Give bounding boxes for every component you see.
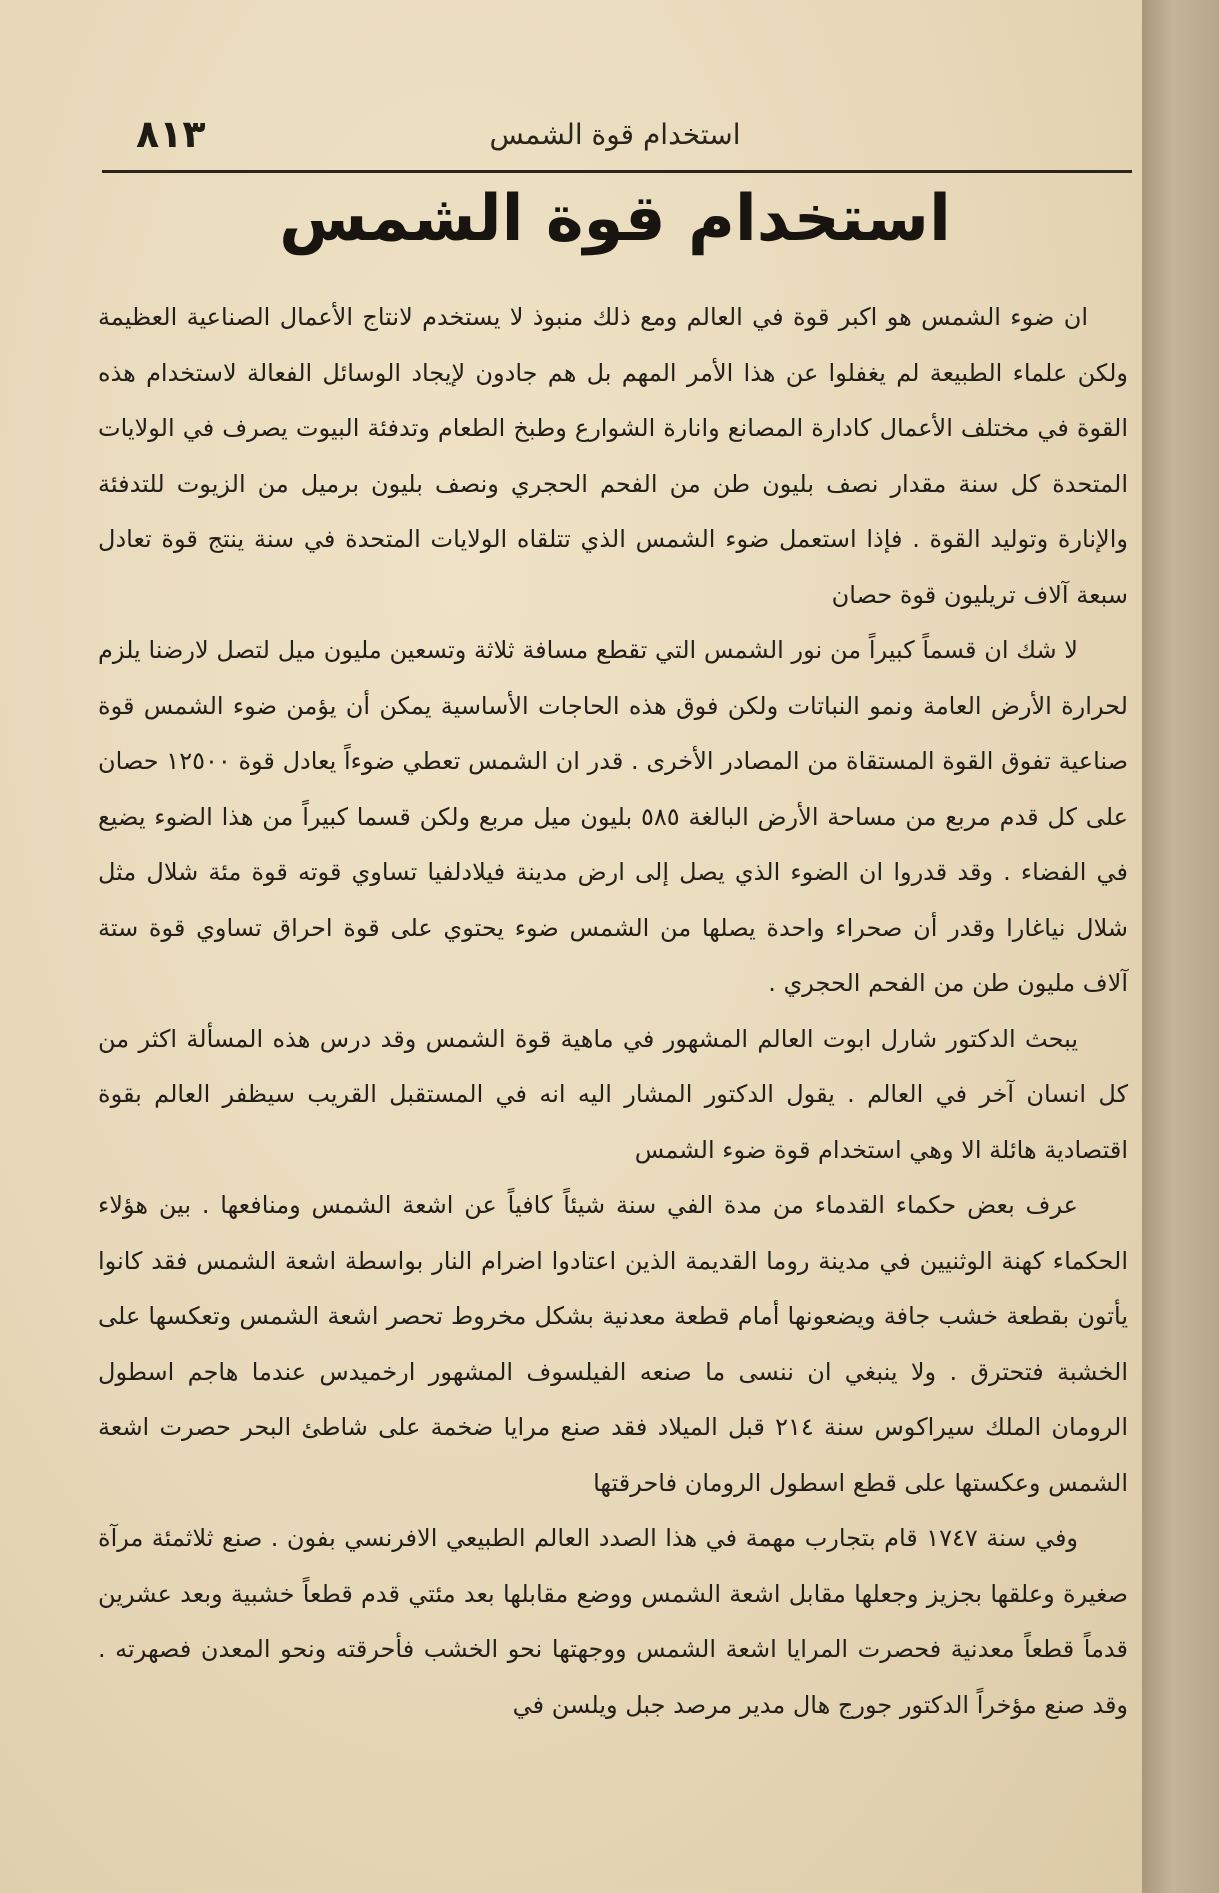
paragraph-2: لا شك ان قسماً كبيراً من نور الشمس التي تقطع مسافة ثلاثة وتسعين مليون ميل لتصل لارضنا يلزم لحرارة الأرض العامة ونمو النباتات ولكن فوق هذه الحاجات الأساسية يمكن أن يؤمن ضوء الشمس قوة صناعية تفوق القوة المستقاة من المصادر الأخرى . قدر ان الشمس تعطي ضوءاً يعادل قوة ١٢٥٠٠ حصان على كل قدم مربع من مساحة الأرض البالغة ٥٨٥ بليون ميل مربع ولكن قسما كبيراً من هذا الضوء يضيع في الفضاء . وقد قدروا ان الضوء الذي يصل إلى ارض مدينة فيلادلفيا تساوي قوته قوة مئة شلال مثل شلال نياغارا وقدر أن صحراء واحدة يصلها من الشمس ضوء يحتوي على قوة احراق تساوي قوة ستة آلاف مليون طن من الفحم الحجري . (98, 636, 1128, 997)
page-edge (1142, 0, 1219, 1893)
article-body (98, 290, 1128, 1733)
running-head (100, 108, 1130, 168)
paragraph-3: يبحث الدكتور شارل ابوت العالم المشهور في ماهية قوة الشمس وقد درس هذه المسألة اكثر من كل انسان آخر في العالم . يقول الدكتور المشار اليه انه في المستقبل القريب سيظفر العالم بقوة اقتصادية هائلة الا وهي استخدام قوة ضوء الشمس (98, 1024, 1128, 1164)
paragraph-4: عرف بعض حكماء القدماء من مدة الفي سنة شيئاً كافياً عن اشعة الشمس ومنافعها . بين هؤلاء الحكماء كهنة الوثنيين في مدينة روما القديمة الذين اعتادوا اضرام النار بواسطة اشعة الشمس فقد كانوا يأتون بقطعة خشب جافة ويضعونها أمام قطعة معدنية بشكل مخروط تحصر اشعة الشمس وتعكسها على الخشبة فتحترق . ولا ينبغي ان ننسى ما صنعه الفيلسوف المشهور ارخميدس عندما هاجم اسطول الرومان الملك سيراكوس سنة ٢١٤ قبل الميلاد فقد صنع مرايا ضخمة على شاطئ البحر حصرت اشعة الشمس وعكستها على قطع اسطول الرومان فاحرقتها (98, 1191, 1129, 1497)
paragraph-5: وفي سنة ١٧٤٧ قام بتجارب مهمة في هذا الصدد العالم الطبيعي الافرنسي بفون . صنع ثلاثمئة مرآة صغيرة وعلقها بجزيز وجعلها مقابل اشعة الشمس ووضع مقابلها بعد مئتي قدم قطعاً خشبية وبعد عشرين قدماً قطعاً معدنية فحصرت المرايا اشعة الشمس ووجهتها نحو الخشب فأحرقته ونحو المعدن فصهرته . وقد صنع مؤخراً الدكتور جورج هال مدير مرصد جبل ويلسن في (98, 1524, 1128, 1719)
page-number: ٨١٣ (136, 112, 206, 156)
article-title: استخدام قوة الشمس (279, 182, 951, 256)
header-rule (102, 170, 1132, 173)
running-title: استخدام قوة الشمس (489, 118, 741, 151)
paragraph-1: ان ضوء الشمس هو اكبر قوة في العالم ومع ذلك منبوذ لا يستخدم لانتاج الأعمال الصناعية العظيمة ولكن علماء الطبيعة لم يغفلوا عن هذا الأمر المهم بل هم جادون لإيجاد الوسائل الفعالة لاستخدام هذه القوة في مختلف الأعمال كادارة المصانع وانارة الشوارع وطبخ الطعام وتدفئة البيوت يصرف في الولايات المتحدة كل سنة مقدار نصف بليون طن من الفحم الحجري ونصف بليون برميل من الزيوت للتدفئة والإنارة وتوليد القوة . فإذا استعمل ضوء الشمس الذي تتلقاه الولايات المتحدة في سنة ينتج قوة تعادل سبعة آلاف تريليون قوة حصان (98, 303, 1128, 609)
